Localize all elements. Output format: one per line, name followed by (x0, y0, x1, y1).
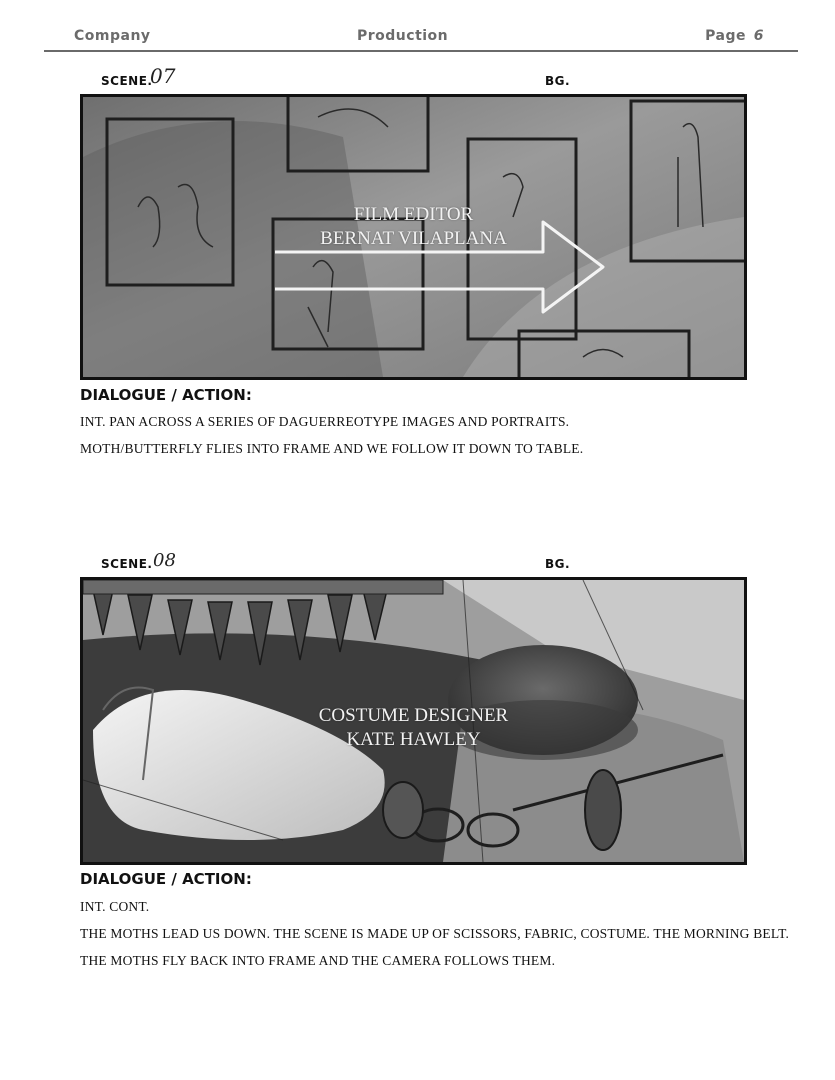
credit-name-2: KATE HAWLEY (346, 729, 481, 750)
page-label: Page (705, 28, 746, 44)
dialogue-title-2: DIALOGUE / ACTION: (80, 870, 252, 888)
scene-label-1: SCENE. (101, 74, 153, 88)
dialogue-line-2-3: THE MOTHS FLY BACK INTO FRAME AND THE CAMERA FOLLOWS THEM. (80, 953, 556, 968)
bg-label-1: BG. (545, 74, 571, 88)
storyboard-panel-1 (80, 94, 747, 380)
dialogue-line-2-2: THE MOTHS LEAD US DOWN. THE SCENE IS MADE UP OF SCISSORS, FABRIC, COSTUME. THE MORNING BELT. (80, 926, 790, 941)
scene-label-2: SCENE. (101, 557, 153, 571)
scene-number-2: 08 (153, 550, 176, 571)
page-number: 6 (753, 28, 764, 44)
credit-name-1: BERNAT VILAPLANA (320, 228, 507, 249)
company-label: Company (74, 28, 151, 44)
dialogue-title-1: DIALOGUE / ACTION: (80, 386, 252, 404)
storyboard-panel-2 (80, 577, 747, 865)
dialogue-line-1-2: MOTH/BUTTERFLY FLIES INTO FRAME AND WE FOLLOW IT DOWN TO TABLE. (80, 441, 584, 456)
dialogue-line-1-1: INT. PAN ACROSS A SERIES OF DAGUERREOTYPE IMAGES AND PORTRAITS. (80, 414, 570, 429)
bg-label-2: BG. (545, 557, 571, 571)
credit-role-1: FILM EDITOR (353, 204, 474, 225)
credit-role-2: COSTUME DESIGNER (318, 705, 509, 726)
dialogue-line-2-1: INT. CONT. (80, 899, 150, 914)
scene-number-1: 07 (150, 64, 176, 88)
production-label: Production (357, 28, 449, 44)
page-header (44, 22, 798, 52)
